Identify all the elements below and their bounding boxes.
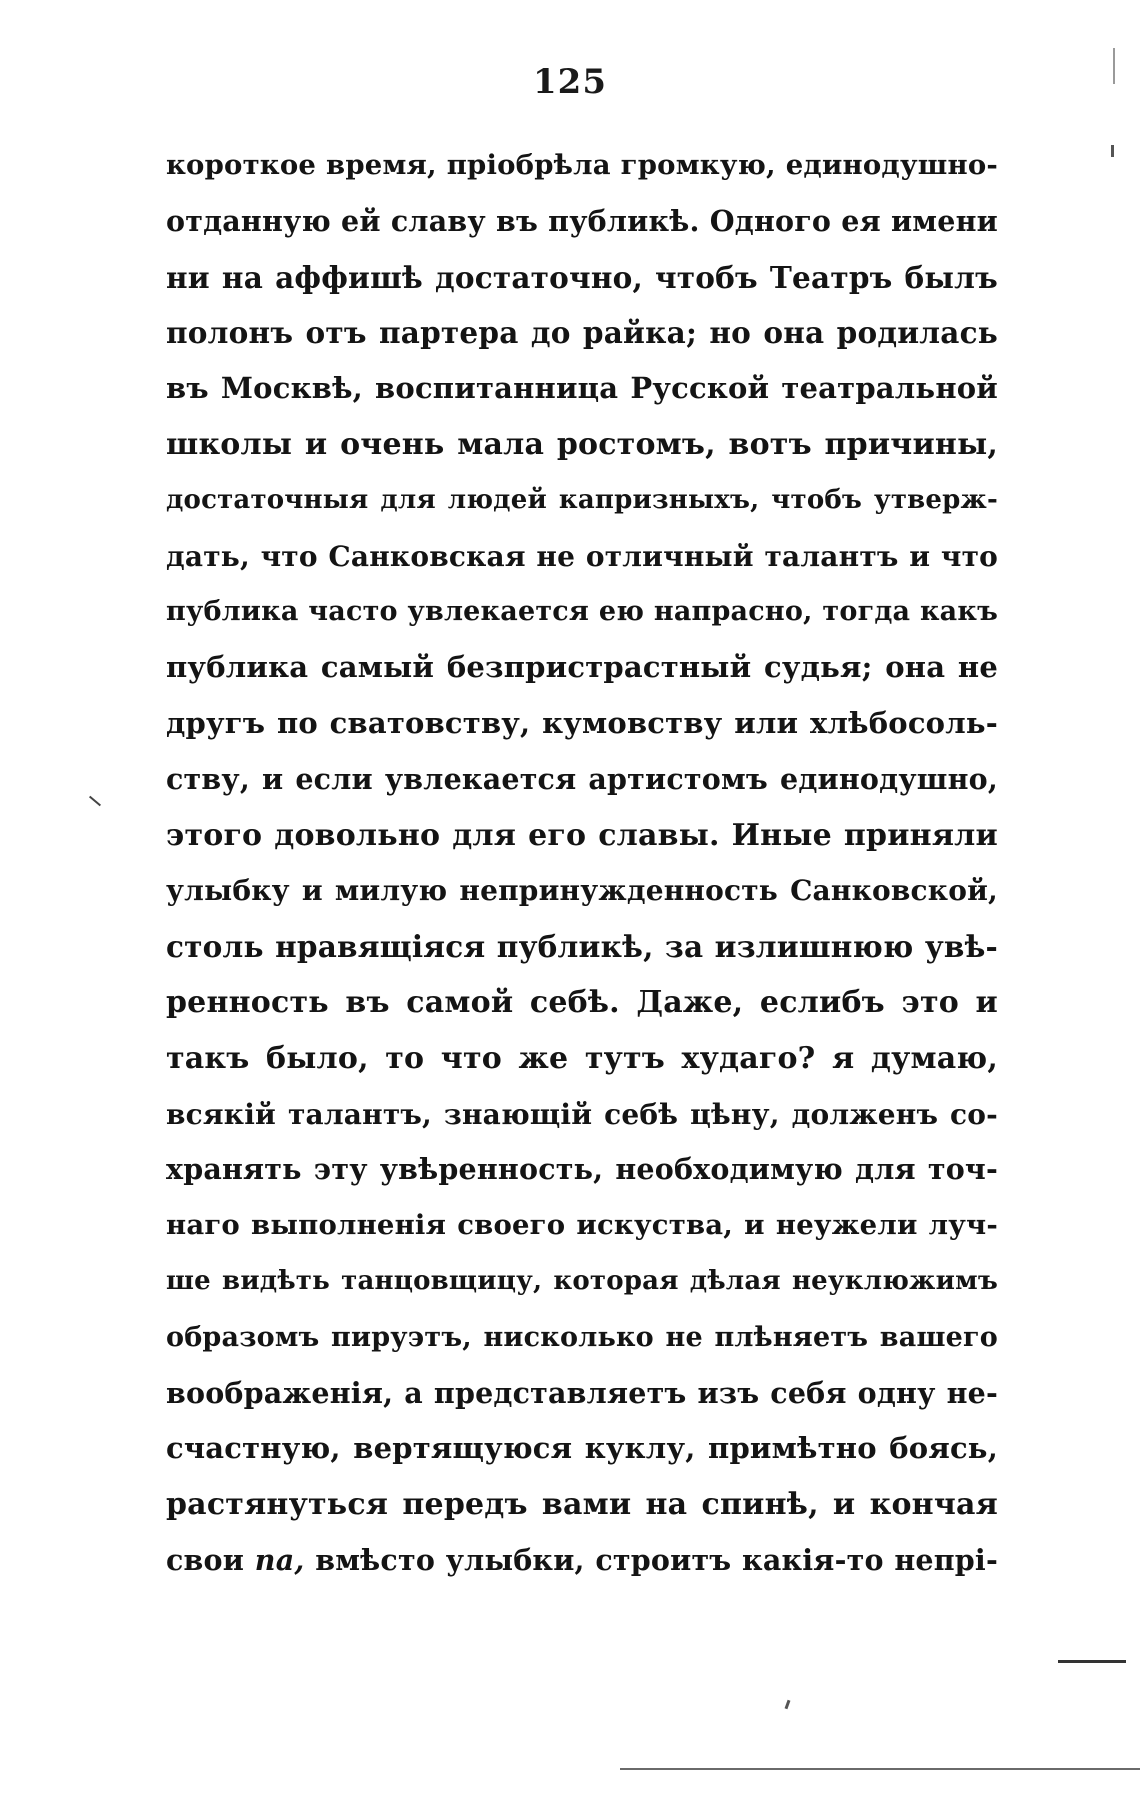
text-line: ше видѣть танцовщицу, которая дѣлая неуклюжимъ <box>166 1265 998 1296</box>
text-line: этого довольно для его славы. Иные приняли <box>166 817 998 853</box>
text-fragment: вмѣсто улыбки, строитъ какія-то непрі- <box>304 1542 998 1577</box>
text-line: въ Москвѣ, воспитанница Русской театральной <box>166 371 998 406</box>
body-text <box>166 138 998 1589</box>
scan-mark <box>1113 48 1115 84</box>
text-line: отданную ей славу въ публикѣ. Одного ея имени <box>166 203 998 238</box>
text-line: такъ было, то что же тутъ худаго? я думаю, <box>166 1040 998 1076</box>
text-line: счастную, вертящуюся куклу, примѣтно боясь, <box>166 1431 998 1466</box>
text-line: образомъ пируэтъ, нисколько не плѣняетъ вашего <box>166 1321 998 1353</box>
text-line: другъ по сватовству, кумовству или хлѣбосоль- <box>166 705 998 740</box>
text-line: хранять эту увѣренность, необходимую для точ- <box>166 1152 998 1187</box>
text-line: ству, и если увлекается артистомъ единодушно, <box>166 761 998 796</box>
italic-word: па, <box>254 1542 305 1577</box>
text-line: растянуться передъ вами на спинѣ, и кончая <box>166 1487 998 1523</box>
text-line: полонъ отъ партера до райка; но она родилась <box>166 315 998 351</box>
text-line: школы и очень мала ростомъ, вотъ причины, <box>166 426 998 462</box>
scan-mark <box>785 1700 791 1709</box>
scan-mark <box>620 1768 1140 1770</box>
page-number: 125 <box>533 62 607 102</box>
text-line: ни на аффишѣ достаточно, чтобъ Театръ былъ <box>166 259 998 295</box>
scan-mark <box>1058 1660 1126 1663</box>
text-line: всякій талантъ, знающій себѣ цѣну, долженъ со- <box>166 1097 998 1131</box>
text-line: достаточныя для людей капризныхъ, чтобъ утверж- <box>166 484 998 515</box>
text-line: короткое время, пріобрѣла громкую, единодушно- <box>166 149 998 181</box>
text-line: улыбку и милую непринужденность Санковской, <box>166 874 998 908</box>
text-line: публика часто увлекается ею напрасно, тогда какъ <box>166 596 998 628</box>
text-fragment: свои <box>166 1542 255 1577</box>
text-line: дать, что Санковская не отличный талантъ и что <box>166 539 998 573</box>
text-line: ренность въ самой себѣ. Даже, еслибъ это и <box>166 984 998 1020</box>
scan-mark <box>89 796 101 807</box>
text-line: столь нравящіяся публикѣ, за излишнюю увѣ- <box>166 929 998 965</box>
text-line-last <box>166 1533 998 1589</box>
scan-mark <box>1111 145 1114 157</box>
text-line: наго выполненія своего искуства, и неужели луч- <box>166 1209 998 1242</box>
text-line: воображенія, а представляетъ изъ себя одну не- <box>166 1375 998 1410</box>
text-line: публика самый безпристрастный судья; она не <box>166 650 998 685</box>
